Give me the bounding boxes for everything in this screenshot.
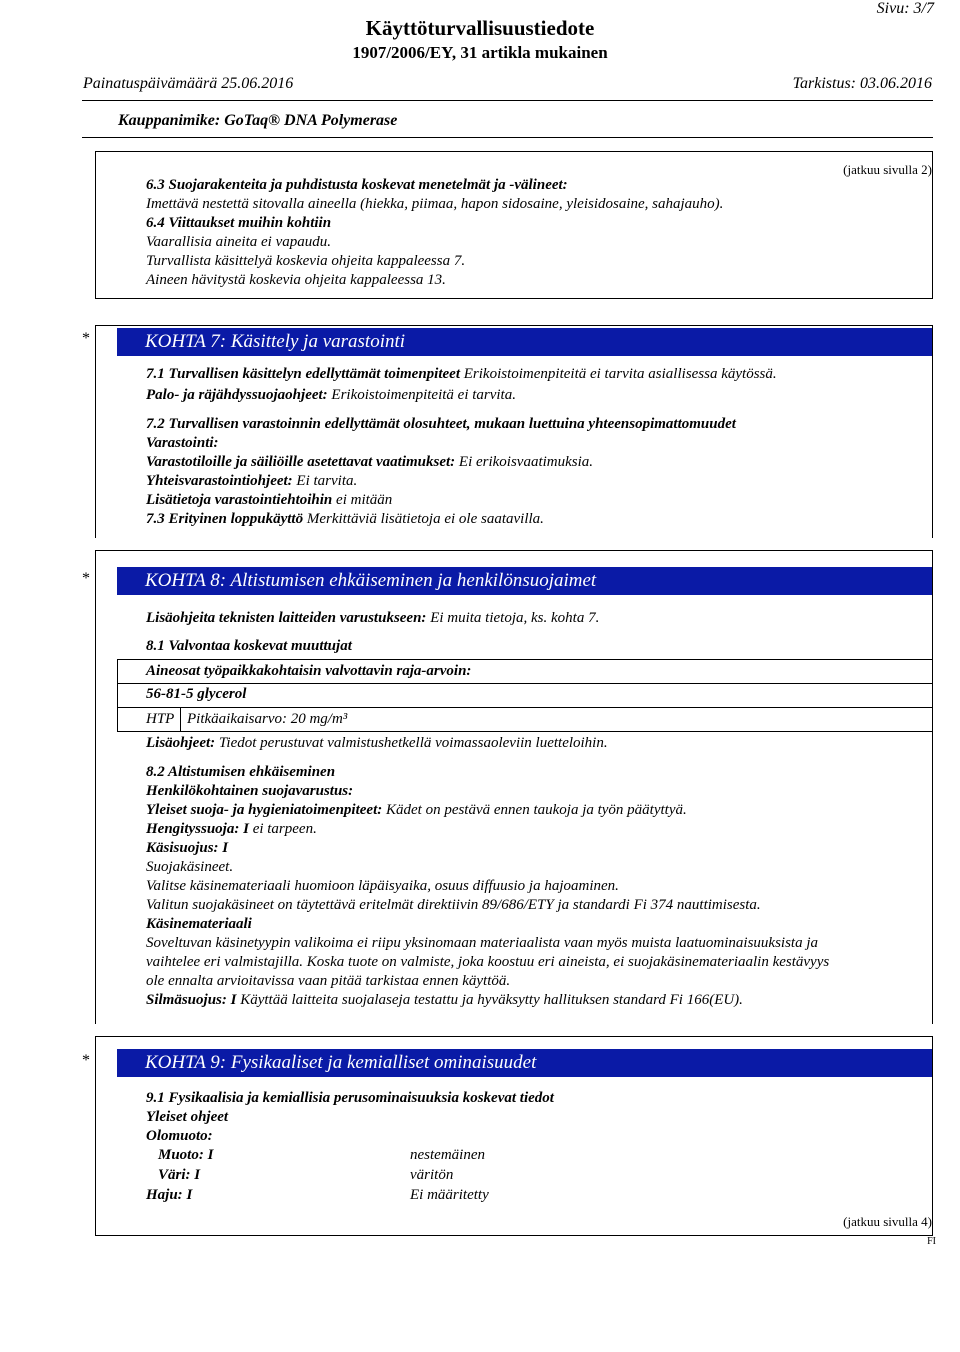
prop-value-odor: Ei määritetty xyxy=(410,1187,489,1203)
language-code: FI xyxy=(927,1236,936,1247)
respiratory-label: Hengityssuoja: xyxy=(146,821,240,837)
page-number: Sivu: 3/7 xyxy=(876,0,934,17)
heading-8-1: 8.1 Valvontaa koskevat muuttujat xyxy=(146,638,352,654)
heading-6-4: 6.4 Viittaukset muihin kohtiin xyxy=(146,215,332,231)
htp-value: Pitkäaikaisarvo: 20 mg/m³ xyxy=(187,711,348,727)
text-6-4-1: Vaarallisia aineita ei vapaudu. xyxy=(146,234,331,250)
prop-row-color xyxy=(158,1167,200,1184)
tech-value: Ei muita tietoja, ks. kohta 7. xyxy=(430,610,600,626)
joint-storage-value: Ei tarvita. xyxy=(296,473,358,489)
respirator-icon: I xyxy=(243,821,249,837)
text-6-4-3: Aineen hävitystä koskevia ohjeita kappaleessa 13. xyxy=(146,272,446,288)
htp-divider xyxy=(180,707,181,731)
prop-value-form: nestemäinen xyxy=(410,1147,485,1163)
storage-req-label: Varastotiloille ja säiliöille asetettavat vaatimukset: xyxy=(146,454,456,470)
storage-info-value: ei mitään xyxy=(336,492,393,508)
text-6-4-2: Turvallista käsittelyä koskevia ohjeita kappaleessa 7. xyxy=(146,253,466,269)
limits-rule-left xyxy=(117,659,118,731)
section-7-title: KOHTA 7: Käsittely ja varastointi xyxy=(117,328,932,356)
hand-label: Käsisuojus: xyxy=(146,840,219,856)
change-marker: * xyxy=(82,330,90,347)
header-rule-bottom xyxy=(82,137,933,138)
ppe-heading: Henkilökohtainen suojavarustus: xyxy=(146,783,354,799)
storage-req-value: Ei erikoisvaatimuksia. xyxy=(458,454,594,470)
hygiene-label: Yleiset suoja- ja hygieniatoimenpiteet: xyxy=(146,802,383,818)
glove-text-3: ole ennalta arvioitavissa vaan pitää tarkistaa ennen käyttöä. xyxy=(146,973,511,989)
document-title: Käyttöturvallisuustiedote xyxy=(365,16,595,40)
prop-row-odor xyxy=(146,1187,192,1204)
limits-rule-sub xyxy=(117,707,932,708)
gloves-icon: I xyxy=(222,840,229,856)
tech-label: Lisäohjeita teknisten laitteiden varustukseen: xyxy=(146,610,427,626)
change-marker: * xyxy=(82,570,90,587)
info-icon: I xyxy=(186,1187,193,1203)
info-icon: I xyxy=(194,1167,201,1183)
revision-date: Tarkistus: 03.06.2016 xyxy=(792,75,932,92)
limits-rule-top xyxy=(117,659,932,660)
general-info: Yleiset ohjeet xyxy=(146,1109,229,1125)
eye-label: Silmäsuojus: xyxy=(146,992,227,1008)
section-8-title: KOHTA 8: Altistumisen ehkäiseminen ja henkilönsuojaimet xyxy=(117,567,932,595)
info-icon: I xyxy=(207,1147,214,1163)
heading-7-3: 7.3 Erityinen loppukäyttö xyxy=(146,511,304,527)
text-7-3: Merkittäviä lisätietoja ei ole saatavilla. xyxy=(306,511,544,527)
limits-rule-bottom xyxy=(117,731,932,732)
hand-text-1: Suojakäsineet. xyxy=(146,859,234,875)
prop-row-form xyxy=(158,1147,213,1164)
heading-7-1: 7.1 Turvallisen käsittelyn edellyttämät toimenpiteet xyxy=(146,366,460,382)
htp-code: HTP xyxy=(146,711,175,727)
fire-label: Palo- ja räjähdyssuojaohjeet: xyxy=(146,387,328,403)
prop-label: Muoto: xyxy=(158,1147,204,1163)
trade-name: Kauppanimike: GoTaq® DNA Polymerase xyxy=(118,112,398,129)
document-subtitle: 1907/2006/EY, 31 artikla mukainen xyxy=(352,43,608,62)
glove-text-1: Soveltuvan käsinetyypin valikoima ei riipu yksinomaan materiaalista vaan myös muista laatuominaisuuksista ja xyxy=(146,935,818,951)
prop-label: Haju: xyxy=(146,1187,183,1203)
substance-name: 56-81-5 glycerol xyxy=(146,686,247,702)
heading-9-1: 9.1 Fysikaalisia ja kemiallisia perusominaisuuksia koskevat tiedot xyxy=(146,1090,554,1106)
storage-label: Varastointi: xyxy=(146,435,219,451)
text-7-1: Erikoistoimenpiteitä ei tarvita asiallisessa käytössä. xyxy=(463,366,777,382)
joint-storage-label: Yhteisvarastointiohjeet: xyxy=(146,473,293,489)
add-label: Lisäohjeet: xyxy=(146,735,216,751)
heading-8-2: 8.2 Altistumisen ehkäiseminen xyxy=(146,764,336,780)
appearance-label: Olomuoto: xyxy=(146,1128,213,1144)
print-date: Painatuspäivämäärä 25.06.2016 xyxy=(83,75,294,92)
prop-label: Väri: xyxy=(158,1167,191,1183)
heading-6-3: 6.3 Suojarakenteita ja puhdistusta koskevat menetelmät ja -välineet: xyxy=(146,177,568,193)
limits-heading: Aineosat työpaikkakohtaisin valvottavin raja-arvoin: xyxy=(146,663,472,679)
storage-info-label: Lisätietoja varastointiehtoihin xyxy=(146,492,333,508)
respiratory-value: ei tarpeen. xyxy=(252,821,317,837)
fire-value: Erikoistoimenpiteitä ei tarvita. xyxy=(331,387,516,403)
continued-to: (jatkuu sivulla 4) xyxy=(843,1214,932,1229)
section-9-title: KOHTA 9: Fysikaaliset ja kemialliset ominaisuudet xyxy=(117,1049,932,1077)
hygiene-value: Kädet on pestävä ennen taukoja ja työn päätyttyä. xyxy=(385,802,687,818)
text-6-3: Imettävä nestettä sitovalla aineella (hiekka, piimaa, hapon sidosaine, yleisidosaine, sahajauho). xyxy=(146,196,724,212)
prop-value-color: väritön xyxy=(410,1167,454,1183)
goggles-icon: I xyxy=(230,992,237,1008)
limits-rule-mid xyxy=(117,683,932,684)
eye-value: Käyttää laitteita suojalaseja testattu ja hyväksytty hallituksen standard Fi 166(EU). xyxy=(240,992,743,1008)
change-marker: * xyxy=(82,1052,90,1069)
glove-text-2: vaihtelee eri valmistajilla. Koska tuote on valmiste, joka koostuu eri aineista, ei suojakäsinemateriaalin kestävyys xyxy=(146,954,830,970)
glove-material-heading: Käsinemateriaali xyxy=(146,916,252,932)
heading-7-2: 7.2 Turvallisen varastoinnin edellyttämät olosuhteet, mukaan luettuina yhteensopimattomuudet xyxy=(146,416,736,432)
hand-text-3: Valitun suojakäsineet on täytettävä eritelmät direktiivin 89/686/ETY ja standardi Fi 374 nauttimisesta. xyxy=(146,897,761,913)
add-value: Tiedot perustuvat valmistushetkellä voimassaoleviin luetteloihin. xyxy=(218,735,608,751)
header-rule xyxy=(82,100,933,101)
continued-from: (jatkuu sivulla 2) xyxy=(843,162,932,177)
hand-text-2: Valitse käsinemateriaali huomioon läpäisyaika, osuus diffuusio ja hajoaminen. xyxy=(146,878,619,894)
